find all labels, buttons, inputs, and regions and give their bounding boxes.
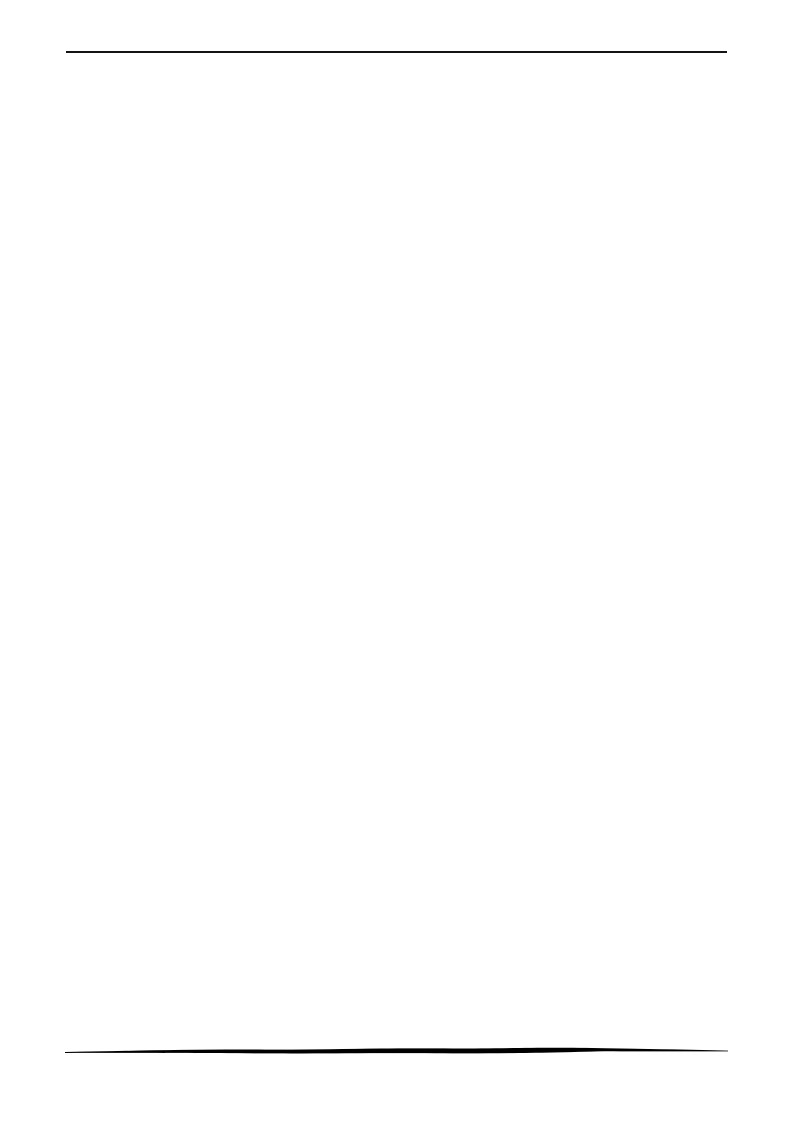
footer-rule [65,1046,728,1056]
journal-title [0,0,793,42]
footer-row [65,1057,728,1075]
page-footer [65,1046,728,1075]
header-rule [66,51,727,53]
